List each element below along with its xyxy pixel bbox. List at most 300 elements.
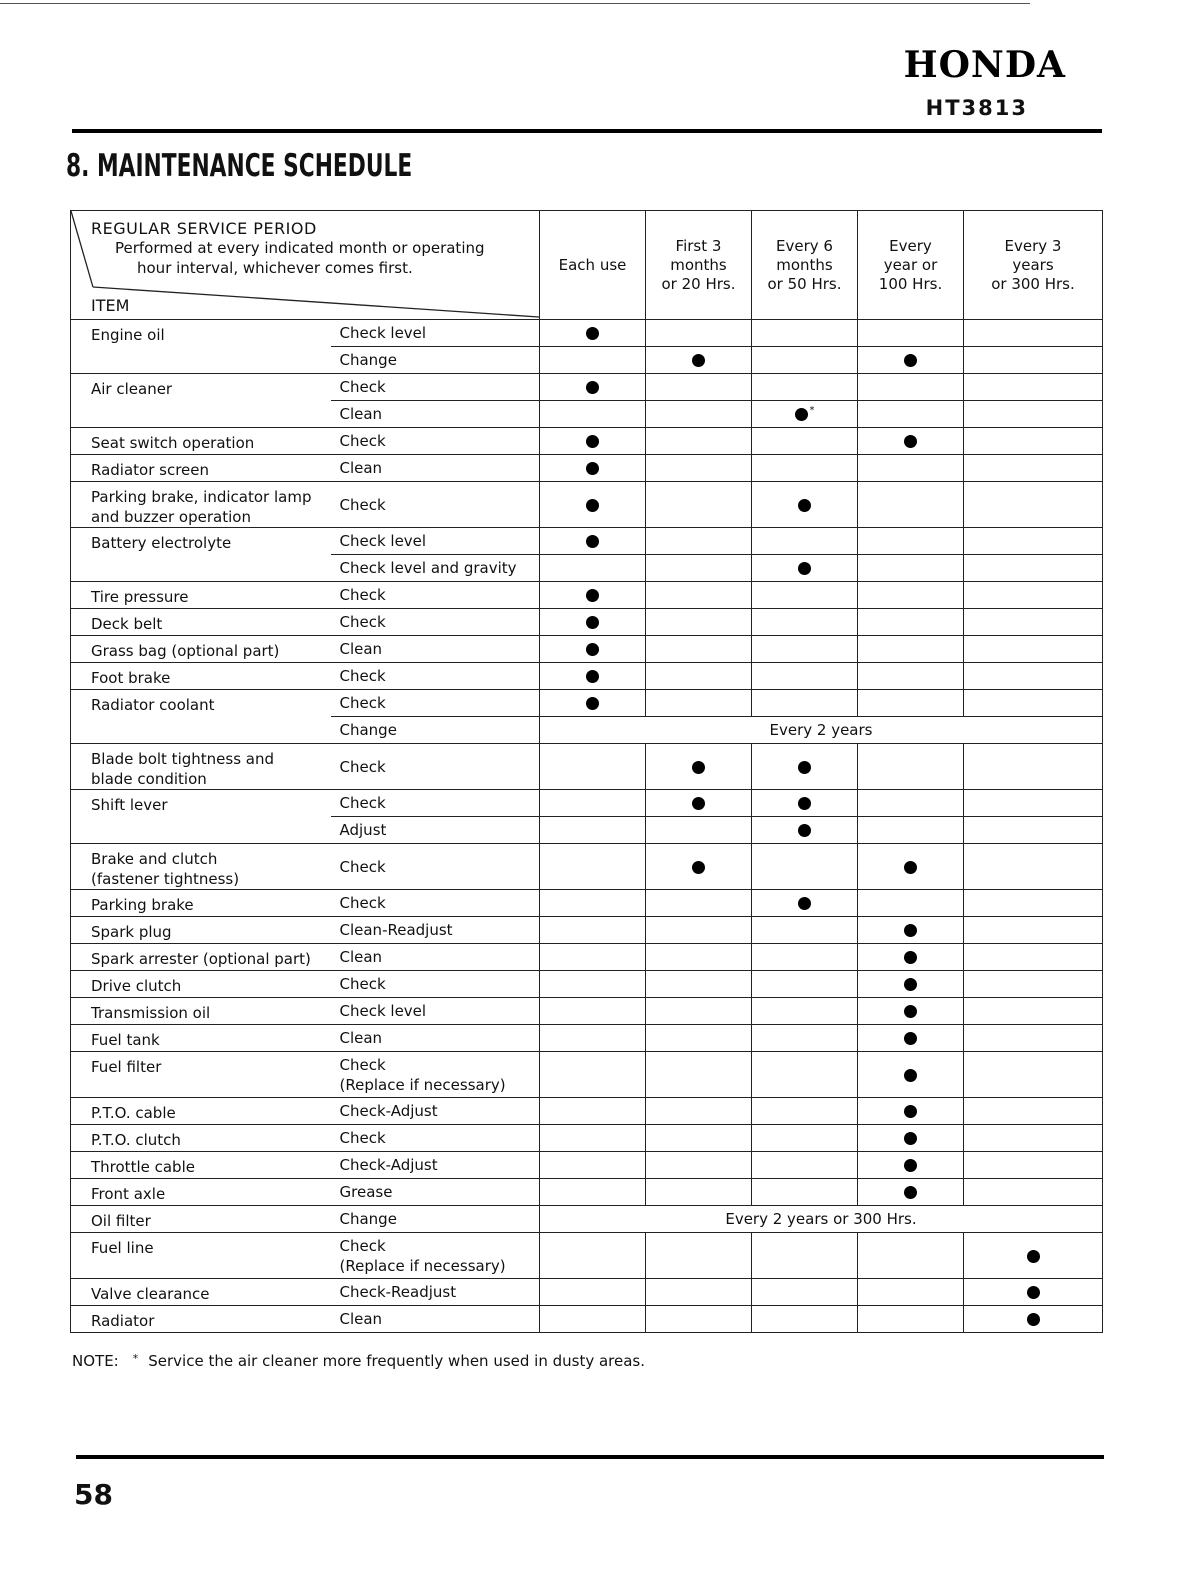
action-text: Check xyxy=(339,894,386,912)
service-dot-icon xyxy=(586,616,599,629)
item-name: Grass bag (optional part) xyxy=(91,642,280,660)
item-name: Parking brake xyxy=(91,896,194,914)
action-text: Check xyxy=(339,757,386,776)
column-header-each-use: Each use xyxy=(540,211,646,320)
item-name-cell xyxy=(71,917,331,944)
service-dot-icon xyxy=(904,354,917,367)
item-name-cell xyxy=(71,998,331,1025)
schedule-cell xyxy=(964,844,1103,890)
item-name-cell xyxy=(71,663,331,690)
service-dot-icon xyxy=(904,1105,917,1118)
schedule-cell xyxy=(752,1179,858,1206)
schedule-cell xyxy=(964,690,1103,717)
corner-line-2: Performed at every indicated month or operating xyxy=(115,239,485,257)
service-dot-icon xyxy=(798,824,811,837)
action-cell xyxy=(331,428,540,455)
top-rule-thin xyxy=(0,3,1030,4)
action-text: Clean xyxy=(339,640,383,658)
schedule-cell xyxy=(646,401,752,428)
schedule-cell xyxy=(540,455,646,482)
table-row xyxy=(71,1206,1103,1233)
schedule-cell xyxy=(540,428,646,455)
schedule-cell xyxy=(646,944,752,971)
item-name: Throttle cable xyxy=(91,1158,195,1176)
schedule-cell xyxy=(858,374,964,401)
schedule-cell xyxy=(540,790,646,817)
table-row xyxy=(71,455,1103,482)
schedule-cell xyxy=(540,1025,646,1052)
schedule-cell xyxy=(646,428,752,455)
table-row xyxy=(71,1098,1103,1125)
service-dot-icon xyxy=(586,697,599,710)
schedule-cell xyxy=(752,890,858,917)
interval-span-cell: Every 2 years xyxy=(540,717,1103,744)
action-cell xyxy=(331,455,540,482)
item-name: (fastener tightness) xyxy=(91,870,240,888)
schedule-cell xyxy=(858,690,964,717)
schedule-cell xyxy=(752,1152,858,1179)
table-row xyxy=(71,844,1103,890)
item-name-cell xyxy=(71,890,331,917)
schedule-cell xyxy=(752,844,858,890)
note-asterisk: * xyxy=(132,1352,139,1365)
schedule-cell xyxy=(752,1279,858,1306)
item-name-cell xyxy=(71,944,331,971)
schedule-cell xyxy=(646,1279,752,1306)
action-text: Check level xyxy=(339,324,427,342)
service-dot-icon xyxy=(904,951,917,964)
action-cell xyxy=(331,717,540,744)
item-name: Radiator screen xyxy=(91,461,210,479)
schedule-cell xyxy=(646,663,752,690)
action-text: Check level and gravity xyxy=(339,559,517,577)
service-dot-icon xyxy=(586,499,599,512)
action-cell xyxy=(331,790,540,817)
item-name: Valve clearance xyxy=(91,1285,210,1303)
schedule-cell xyxy=(646,917,752,944)
schedule-cell xyxy=(540,663,646,690)
item-name: Spark plug xyxy=(91,923,172,941)
item-name-cell xyxy=(71,609,331,636)
schedule-cell xyxy=(752,1025,858,1052)
schedule-cell xyxy=(858,944,964,971)
schedule-cell xyxy=(752,663,858,690)
schedule-cell xyxy=(646,1098,752,1125)
service-dot-icon xyxy=(795,408,808,421)
item-name-cell xyxy=(71,320,331,374)
schedule-cell xyxy=(540,744,646,790)
schedule-cell xyxy=(858,1306,964,1333)
service-dot-icon xyxy=(904,1159,917,1172)
schedule-cell xyxy=(964,1306,1103,1333)
schedule-cell xyxy=(964,482,1103,528)
service-dot-icon xyxy=(798,499,811,512)
schedule-cell xyxy=(646,1052,752,1098)
schedule-cell xyxy=(752,817,858,844)
schedule-cell xyxy=(646,744,752,790)
footnote xyxy=(72,1352,645,1370)
corner-line-3: hour interval, whichever comes first. xyxy=(137,259,413,277)
item-name-cell xyxy=(71,1125,331,1152)
schedule-cell xyxy=(964,744,1103,790)
action-cell xyxy=(331,528,540,555)
schedule-cell xyxy=(964,1125,1103,1152)
schedule-cell xyxy=(964,528,1103,555)
action-cell xyxy=(331,1206,540,1233)
schedule-cell xyxy=(858,609,964,636)
schedule-cell xyxy=(752,401,858,428)
schedule-cell xyxy=(964,1152,1103,1179)
schedule-cell xyxy=(540,374,646,401)
item-name-cell xyxy=(71,374,331,428)
item-name: Blade bolt tightness and xyxy=(91,750,274,768)
schedule-cell xyxy=(646,1125,752,1152)
action-cell xyxy=(331,320,540,347)
item-name: Battery electrolyte xyxy=(91,534,232,552)
schedule-cell xyxy=(858,998,964,1025)
action-text: Change xyxy=(339,1210,397,1228)
schedule-cell xyxy=(964,1179,1103,1206)
item-label: ITEM xyxy=(91,296,130,315)
schedule-cell xyxy=(752,555,858,582)
item-name: Fuel tank xyxy=(91,1031,160,1049)
schedule-cell xyxy=(858,528,964,555)
schedule-cell xyxy=(540,917,646,944)
model-number: HT3813 xyxy=(925,96,1028,120)
table-row xyxy=(71,917,1103,944)
column-header-first-3-months: First 3 months or 20 Hrs. xyxy=(646,211,752,320)
action-text: Change xyxy=(339,351,397,369)
schedule-cell xyxy=(646,582,752,609)
column-header-every-6-months: Every 6 months or 50 Hrs. xyxy=(752,211,858,320)
item-name-cell xyxy=(71,1279,331,1306)
schedule-cell xyxy=(964,944,1103,971)
schedule-cell xyxy=(646,347,752,374)
schedule-cell xyxy=(540,690,646,717)
schedule-cell xyxy=(752,917,858,944)
schedule-cell xyxy=(646,374,752,401)
schedule-cell xyxy=(540,1306,646,1333)
schedule-cell xyxy=(540,1125,646,1152)
action-cell xyxy=(331,817,540,844)
schedule-cell xyxy=(858,663,964,690)
service-dot-icon xyxy=(692,797,705,810)
table-row xyxy=(71,428,1103,455)
service-dot-icon xyxy=(586,535,599,548)
action-cell xyxy=(331,582,540,609)
schedule-cell xyxy=(858,817,964,844)
table-row xyxy=(71,528,1103,555)
schedule-cell xyxy=(964,636,1103,663)
table-row xyxy=(71,1025,1103,1052)
action-text: Check xyxy=(339,975,386,993)
schedule-cell xyxy=(858,455,964,482)
schedule-cell xyxy=(858,744,964,790)
schedule-cell xyxy=(540,555,646,582)
item-name: Seat switch operation xyxy=(91,434,255,452)
schedule-cell xyxy=(964,609,1103,636)
schedule-cell xyxy=(858,1233,964,1279)
schedule-cell xyxy=(858,971,964,998)
footer-rule xyxy=(76,1455,1104,1459)
item-name-cell xyxy=(71,1152,331,1179)
table-row xyxy=(71,1279,1103,1306)
schedule-cell xyxy=(964,347,1103,374)
service-dot-icon xyxy=(586,643,599,656)
service-dot-icon xyxy=(586,589,599,602)
item-name-cell xyxy=(71,482,331,528)
item-name: blade condition xyxy=(91,770,207,788)
schedule-cell xyxy=(752,971,858,998)
schedule-cell xyxy=(646,1233,752,1279)
item-name: Brake and clutch xyxy=(91,850,218,868)
action-text: Grease xyxy=(339,1183,393,1201)
service-dot-icon xyxy=(904,435,917,448)
schedule-cell xyxy=(858,1098,964,1125)
schedule-cell xyxy=(540,609,646,636)
service-dot-icon xyxy=(798,897,811,910)
schedule-cell xyxy=(540,1279,646,1306)
item-name-cell xyxy=(71,1052,331,1098)
schedule-cell xyxy=(964,555,1103,582)
schedule-cell xyxy=(858,917,964,944)
schedule-cell xyxy=(646,998,752,1025)
schedule-cell xyxy=(540,636,646,663)
service-dot-icon xyxy=(798,562,811,575)
page-title: 8. MAINTENANCE SCHEDULE xyxy=(66,148,413,184)
schedule-cell xyxy=(858,1279,964,1306)
schedule-cell xyxy=(752,944,858,971)
service-dot-icon xyxy=(904,1069,917,1082)
brand-logo: HONDA xyxy=(903,44,1066,86)
action-cell xyxy=(331,971,540,998)
schedule-cell xyxy=(540,1052,646,1098)
action-cell xyxy=(331,744,540,790)
schedule-cell xyxy=(752,998,858,1025)
service-dot-icon xyxy=(904,1132,917,1145)
schedule-cell xyxy=(646,320,752,347)
schedule-cell xyxy=(646,528,752,555)
action-cell xyxy=(331,663,540,690)
action-text: Clean-Readjust xyxy=(339,921,453,939)
service-dot-icon xyxy=(586,670,599,683)
schedule-cell xyxy=(540,347,646,374)
schedule-cell xyxy=(540,1098,646,1125)
service-dot-icon xyxy=(692,861,705,874)
table-header-row xyxy=(71,211,1103,320)
column-header-every-3-years: Every 3 years or 300 Hrs. xyxy=(964,211,1103,320)
service-dot-icon xyxy=(904,924,917,937)
schedule-cell xyxy=(540,582,646,609)
action-text: Check-Adjust xyxy=(339,1156,438,1174)
schedule-cell xyxy=(646,817,752,844)
schedule-cell xyxy=(540,998,646,1025)
item-name: Foot brake xyxy=(91,669,171,687)
schedule-cell xyxy=(646,1179,752,1206)
item-name-cell xyxy=(71,690,331,744)
schedule-cell xyxy=(752,1052,858,1098)
schedule-cell xyxy=(858,482,964,528)
table-row xyxy=(71,482,1103,528)
item-name: and buzzer operation xyxy=(91,508,251,526)
schedule-cell xyxy=(752,1125,858,1152)
action-cell xyxy=(331,482,540,528)
schedule-cell xyxy=(858,1052,964,1098)
schedule-cell xyxy=(964,1233,1103,1279)
schedule-cell xyxy=(964,1025,1103,1052)
schedule-cell xyxy=(858,347,964,374)
action-cell xyxy=(331,1152,540,1179)
schedule-cell xyxy=(752,790,858,817)
schedule-cell xyxy=(858,401,964,428)
schedule-cell xyxy=(964,790,1103,817)
table-row xyxy=(71,1179,1103,1206)
action-text: Change xyxy=(339,721,397,739)
schedule-body xyxy=(71,320,1103,1333)
schedule-cell xyxy=(858,1125,964,1152)
schedule-cell xyxy=(752,455,858,482)
schedule-cell xyxy=(540,482,646,528)
action-text: Check xyxy=(339,586,386,604)
schedule-cell xyxy=(964,455,1103,482)
service-dot-icon xyxy=(1027,1286,1040,1299)
header-rule xyxy=(72,129,1102,133)
item-name-cell xyxy=(71,1025,331,1052)
action-cell xyxy=(331,1052,540,1098)
schedule-cell xyxy=(752,609,858,636)
item-name: Deck belt xyxy=(91,615,163,633)
action-text: Check xyxy=(339,794,386,812)
table-row xyxy=(71,374,1103,401)
item-name-cell xyxy=(71,744,331,790)
service-dot-icon xyxy=(586,462,599,475)
item-name: Engine oil xyxy=(91,326,165,344)
action-text: Clean xyxy=(339,1029,383,1047)
item-name: Fuel filter xyxy=(91,1058,162,1076)
action-cell xyxy=(331,1279,540,1306)
schedule-cell xyxy=(858,320,964,347)
table-row xyxy=(71,890,1103,917)
table-row xyxy=(71,1052,1103,1098)
action-cell xyxy=(331,374,540,401)
item-name-cell xyxy=(71,1306,331,1333)
column-header-every-year: Every year or 100 Hrs. xyxy=(858,211,964,320)
action-text: Check xyxy=(339,667,386,685)
action-cell xyxy=(331,690,540,717)
action-cell xyxy=(331,1098,540,1125)
action-text: Check xyxy=(339,378,386,396)
schedule-cell xyxy=(540,890,646,917)
corner-line-1: REGULAR SERVICE PERIOD xyxy=(91,219,317,238)
schedule-cell xyxy=(964,401,1103,428)
item-name-cell xyxy=(71,428,331,455)
item-name: Radiator coolant xyxy=(91,696,215,714)
action-text: Clean xyxy=(339,948,383,966)
table-row xyxy=(71,320,1103,347)
action-text: Adjust xyxy=(339,821,387,839)
schedule-cell xyxy=(964,1052,1103,1098)
schedule-cell xyxy=(540,401,646,428)
action-cell xyxy=(331,1179,540,1206)
item-name-cell xyxy=(71,1233,331,1279)
item-name: Shift lever xyxy=(91,796,168,814)
schedule-cell xyxy=(540,1152,646,1179)
action-cell xyxy=(331,998,540,1025)
schedule-cell xyxy=(540,1179,646,1206)
table-row xyxy=(71,1306,1103,1333)
schedule-cell xyxy=(646,555,752,582)
item-name-cell xyxy=(71,455,331,482)
schedule-cell xyxy=(752,690,858,717)
item-name: Spark arrester (optional part) xyxy=(91,950,311,968)
item-name: Radiator xyxy=(91,1312,155,1330)
schedule-cell xyxy=(752,744,858,790)
schedule-cell xyxy=(858,1179,964,1206)
table-row xyxy=(71,663,1103,690)
schedule-cell xyxy=(964,890,1103,917)
schedule-cell xyxy=(646,482,752,528)
schedule-cell xyxy=(646,890,752,917)
schedule-cell xyxy=(752,636,858,663)
note-text: Service the air cleaner more frequently when used in dusty areas. xyxy=(148,1352,646,1370)
table-row xyxy=(71,1125,1103,1152)
table-row xyxy=(71,790,1103,817)
schedule-cell xyxy=(964,663,1103,690)
schedule-cell xyxy=(858,790,964,817)
service-dot-icon xyxy=(692,761,705,774)
item-name: Air cleaner xyxy=(91,380,173,398)
service-dot-icon xyxy=(798,797,811,810)
schedule-cell xyxy=(646,609,752,636)
schedule-cell xyxy=(858,844,964,890)
action-text: Clean xyxy=(339,1310,383,1328)
schedule-cell xyxy=(540,844,646,890)
interval-span-cell: Every 2 years or 300 Hrs. xyxy=(540,1206,1103,1233)
schedule-cell xyxy=(858,1152,964,1179)
item-name-cell xyxy=(71,582,331,609)
schedule-cell xyxy=(964,1098,1103,1125)
action-text: Check xyxy=(339,613,386,631)
schedule-cell xyxy=(964,374,1103,401)
schedule-cell xyxy=(858,555,964,582)
schedule-cell xyxy=(964,582,1103,609)
maintenance-schedule-table xyxy=(70,210,1103,1333)
service-period-corner-cell xyxy=(71,211,540,320)
action-text: Check xyxy=(339,495,386,514)
service-dot-icon xyxy=(904,978,917,991)
action-text: Check xyxy=(339,1129,386,1147)
schedule-cell xyxy=(646,455,752,482)
item-name: Front axle xyxy=(91,1185,166,1203)
schedule-cell xyxy=(964,971,1103,998)
schedule-cell xyxy=(964,817,1103,844)
schedule-cell xyxy=(646,971,752,998)
schedule-cell xyxy=(646,1025,752,1052)
schedule-cell xyxy=(964,428,1103,455)
service-dot-icon xyxy=(904,1186,917,1199)
action-cell xyxy=(331,890,540,917)
item-name: P.T.O. clutch xyxy=(91,1131,181,1149)
table-row xyxy=(71,636,1103,663)
item-name: Drive clutch xyxy=(91,977,182,995)
service-dot-icon xyxy=(586,435,599,448)
action-text: Check level xyxy=(339,1002,427,1020)
action-cell xyxy=(331,844,540,890)
table-row xyxy=(71,582,1103,609)
schedule-cell xyxy=(858,428,964,455)
action-text: Check-Adjust xyxy=(339,1102,438,1120)
table-row xyxy=(71,944,1103,971)
